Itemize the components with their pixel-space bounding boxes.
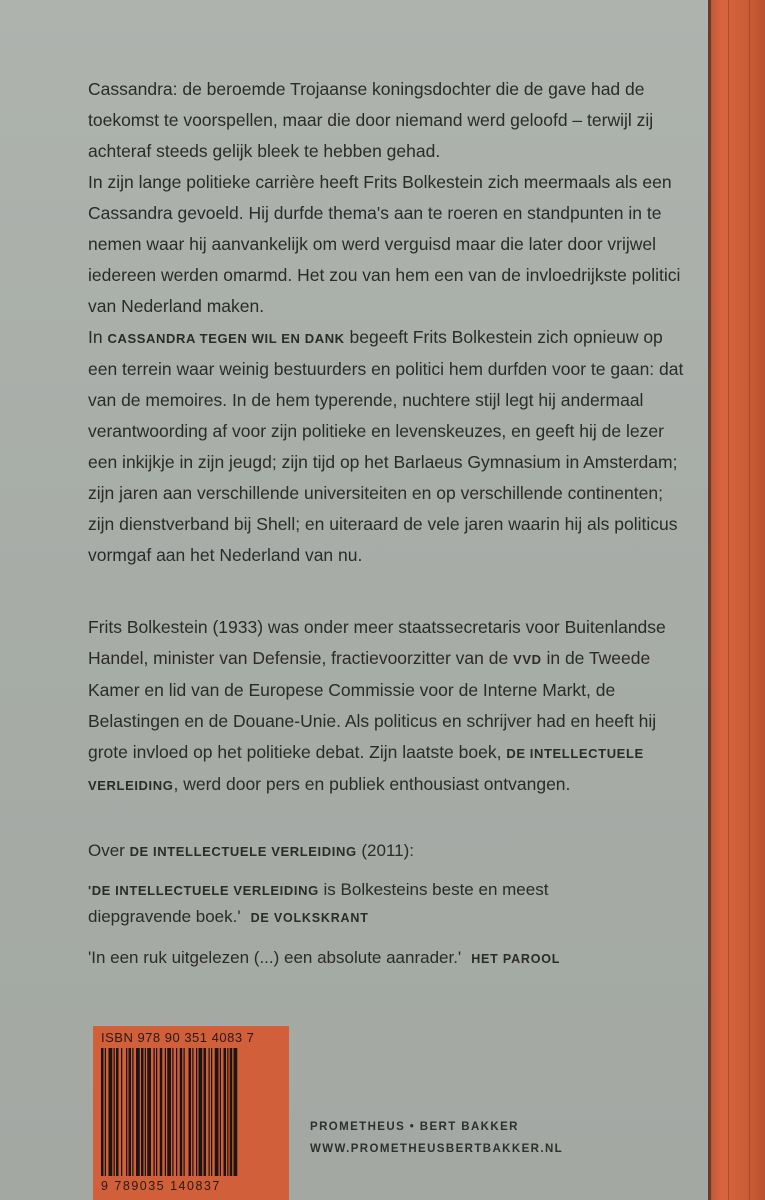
blurb-text: In [88,327,108,347]
spine-edge [728,0,729,1200]
reviews-heading-year: (2011): [356,841,414,860]
party-name: VVD [513,652,542,667]
quote-source: DE VOLKSKRANT [250,911,369,925]
barcode-panel [93,1026,289,1200]
book-spine [708,0,765,1200]
bio-text: Frits Bolkestein (1933) was onder meer staatssecretaris voor Buitenlandse Handel, minister van Defensie, fractievoorzitter van de [88,617,666,668]
reviews-heading-text: Over [88,841,130,860]
quote-text: 'In een ruk uitgelezen (...) een absolute aanrader.' [88,948,462,967]
isbn-label: ISBN 978 90 351 4083 7 [101,1030,255,1045]
reviews-heading [88,838,648,865]
blurb-paragraph-2: In zijn lange politieke carrière heeft Frits Bolkestein zich meermaals als een Cassandra gevoeld. Hij durfde thema's aan te roeren en standpunten in te nemen waar hij aanvankelijk om werd verguisd maar die later door vrijwel iedereen werden omarmd. Het zou van hem een van de invloedrijkste politici van Nederland maken. [88,172,681,316]
bio-text: , werd door pers en publiek enthousiast ontvangen. [173,774,571,794]
author-bio [88,612,688,801]
blurb [88,74,688,571]
publisher-name: PROMETHEUS • BERT BAKKER [310,1121,519,1133]
spine-edge [749,0,750,1200]
blurb-text: begeeft Frits Bolkestein zich opnieuw op een terrein waar weinig bestuurders en politici hem durfden voor te gaan: dat van de memoires. In de hem typerende, nuchtere stijl legt hij andermaal verantwoording af voor zijn politieke en levenskeuzes, en geeft hij de lezer een inkijkje in zijn jeugd; zijn tijd op het Barlaeus Gymnasium in Amsterdam; zijn jaren aan verschillende universiteiten en op verschillende continenten; zijn dienstverband bij Shell; en uiteraard de vele jaren waarin hij als politicus vormgaf aan het Nederland van nu. [88,327,684,565]
quote-text: is Bolkesteins beste en meest diepgravende boek.' [88,880,549,926]
review-quote-2 [88,945,648,972]
reviews [88,838,648,986]
blurb-paragraph-1: Cassandra: de beroemde Trojaanse koningsdochter die de gave had de toekomst te voorspellen, maar die door niemand werd geloofd – terwijl zij achteraf steeds gelijk bleek te hebben gehad. [88,79,654,161]
quote-book-title: 'DE INTELLECTUELE VERLEIDING [88,883,319,898]
barcode-icon [99,1048,283,1176]
previous-book-title: DE INTELLECTUELE VERLEIDING [88,746,644,793]
bio-text: in de Tweede Kamer en lid van de Europese Commissie voor de Interne Markt, de Belastingen en de Douane-Unie. Als politicus en schrijver had en heeft hij grote invloed op het politieke debat. Zijn laatste boek, [88,648,657,762]
book-title: CASSANDRA TEGEN WIL EN DANK [107,331,345,346]
barcode-digits: 9 789035 140837 [101,1179,221,1193]
publisher-info [310,1116,563,1160]
blurb-paragraph-3 [88,322,688,571]
publisher-url: WWW.PROMETHEUSBERTBAKKER.NL [310,1143,564,1155]
quote-source: HET PAROOL [471,952,561,966]
reviewed-book-title: DE INTELLECTUELE VERLEIDING [129,844,357,859]
review-quote-1 [88,877,648,931]
